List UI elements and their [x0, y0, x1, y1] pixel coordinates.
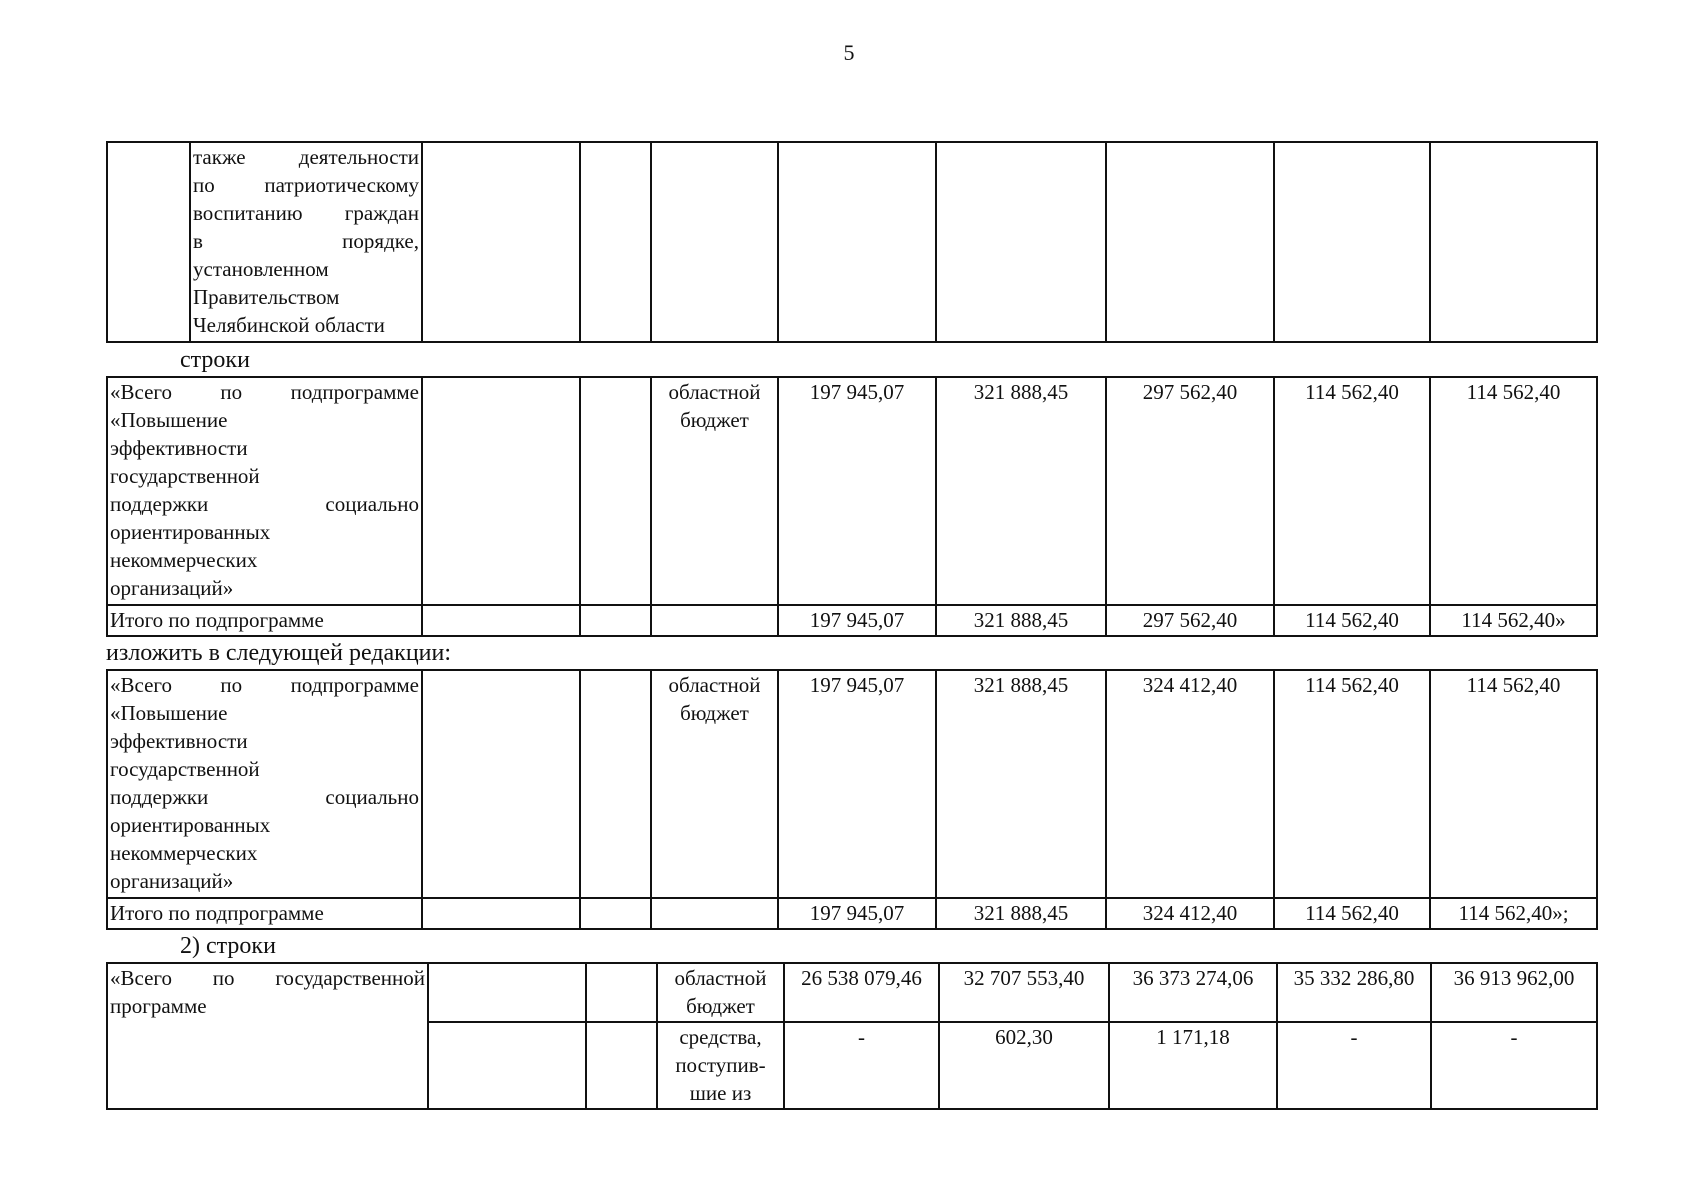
- subprogram-total-label: [107, 670, 422, 898]
- value-cell: 197 945,07: [778, 670, 936, 898]
- description-line: также деятельности: [193, 145, 419, 169]
- value-cell: 26 538 079,46: [784, 963, 939, 1022]
- value-cell: -: [1277, 1022, 1431, 1109]
- empty-cell: [651, 142, 778, 342]
- empty-cell: [580, 605, 651, 636]
- value-cell: -: [784, 1022, 939, 1109]
- label-line: «Всего по подпрограмме: [110, 673, 419, 697]
- funding-source: средства, поступив-шие из: [657, 1022, 784, 1109]
- empty-cell: [422, 142, 580, 342]
- table-continuation: [106, 141, 1598, 343]
- value-cell: 35 332 286,80: [1277, 963, 1431, 1022]
- label-line: поддержки социально: [110, 492, 419, 516]
- itogo-value: 114 562,40»;: [1430, 898, 1597, 929]
- itogo-value: 114 562,40: [1274, 898, 1430, 929]
- empty-cell: [586, 1022, 657, 1109]
- value-cell: 114 562,40: [1430, 377, 1597, 605]
- empty-cell: [580, 898, 651, 929]
- value-cell: 114 562,40: [1274, 670, 1430, 898]
- empty-cell: [422, 605, 580, 636]
- description-line: в порядке,: [193, 229, 419, 253]
- page-number: 5: [843, 40, 855, 65]
- value-cell: 602,30: [939, 1022, 1109, 1109]
- funding-source: областной бюджет: [657, 963, 784, 1022]
- label-line: «Повышение: [110, 408, 228, 432]
- value-cell: 114 562,40: [1430, 670, 1597, 898]
- value-cell: 36 373 274,06: [1109, 963, 1277, 1022]
- value-cell: 36 913 962,00: [1431, 963, 1597, 1022]
- description-line: по патриотическому: [193, 173, 419, 197]
- value-cell: 114 562,40: [1274, 377, 1430, 605]
- label-line: некоммерческих: [110, 841, 258, 865]
- empty-cell: [422, 670, 580, 898]
- itogo-value: 324 412,40: [1106, 898, 1274, 929]
- description-line: Челябинской области: [193, 313, 385, 337]
- label-line: организаций»: [110, 576, 234, 600]
- itogo-value: 114 562,40: [1274, 605, 1430, 636]
- empty-cell: [586, 963, 657, 1022]
- label-line: «Повышение: [110, 701, 228, 725]
- empty-cell: [1106, 142, 1274, 342]
- funding-source: областной бюджет: [651, 377, 778, 605]
- itogo-value: 114 562,40»: [1430, 605, 1597, 636]
- description-line: воспитанию граждан: [193, 201, 419, 225]
- itogo-label: Итого по подпрограмме: [107, 605, 422, 636]
- table-state-program: [106, 962, 1598, 1110]
- empty-cell: [778, 142, 936, 342]
- label-line: ориентированных: [110, 520, 271, 544]
- empty-cell: [651, 605, 778, 636]
- subprogram-total-label: [107, 377, 422, 605]
- label-line: государственной: [110, 757, 260, 781]
- label-line: поддержки социально: [110, 785, 419, 809]
- empty-cell: [428, 1022, 586, 1109]
- itogo-value: 321 888,45: [936, 898, 1106, 929]
- empty-cell: [422, 377, 580, 605]
- state-program-label: «Всего по государственной программе: [107, 963, 428, 1109]
- empty-cell: [422, 898, 580, 929]
- itogo-value: 197 945,07: [778, 898, 936, 929]
- description-line: установленном: [193, 257, 329, 281]
- empty-cell: [580, 142, 651, 342]
- table-old-version: [106, 376, 1598, 637]
- value-cell: 197 945,07: [778, 377, 936, 605]
- itogo-value: 197 945,07: [778, 605, 936, 636]
- label-line: организаций»: [110, 869, 234, 893]
- value-cell: -: [1431, 1022, 1597, 1109]
- empty-cell: [580, 377, 651, 605]
- cell-number: [107, 142, 190, 342]
- empty-cell: [428, 963, 586, 1022]
- empty-cell: [580, 670, 651, 898]
- description-line: Правительством: [193, 285, 340, 309]
- label-line: эффективности: [110, 436, 248, 460]
- value-cell: 321 888,45: [936, 670, 1106, 898]
- heading-new-edition: изложить в следующей редакции:: [106, 640, 452, 666]
- heading-stroki-2: 2) строки: [180, 933, 276, 959]
- itogo-label: Итого по подпрограмме: [107, 898, 422, 929]
- value-cell: 297 562,40: [1106, 377, 1274, 605]
- value-cell: 324 412,40: [1106, 670, 1274, 898]
- itogo-value: 297 562,40: [1106, 605, 1274, 636]
- empty-cell: [1274, 142, 1430, 342]
- table-new-version: [106, 669, 1598, 930]
- label-line: ориентированных: [110, 813, 271, 837]
- heading-stroki: строки: [180, 347, 250, 373]
- itogo-value: 321 888,45: [936, 605, 1106, 636]
- value-cell: 32 707 553,40: [939, 963, 1109, 1022]
- empty-cell: [651, 898, 778, 929]
- value-cell: 321 888,45: [936, 377, 1106, 605]
- empty-cell: [936, 142, 1106, 342]
- funding-source: областной бюджет: [651, 670, 778, 898]
- label-line: эффективности: [110, 729, 248, 753]
- label-line: «Всего по подпрограмме: [110, 380, 419, 404]
- label-line: государственной: [110, 464, 260, 488]
- description-cell: [190, 142, 422, 342]
- value-cell: 1 171,18: [1109, 1022, 1277, 1109]
- label-line: некоммерческих: [110, 548, 258, 572]
- empty-cell: [1430, 142, 1597, 342]
